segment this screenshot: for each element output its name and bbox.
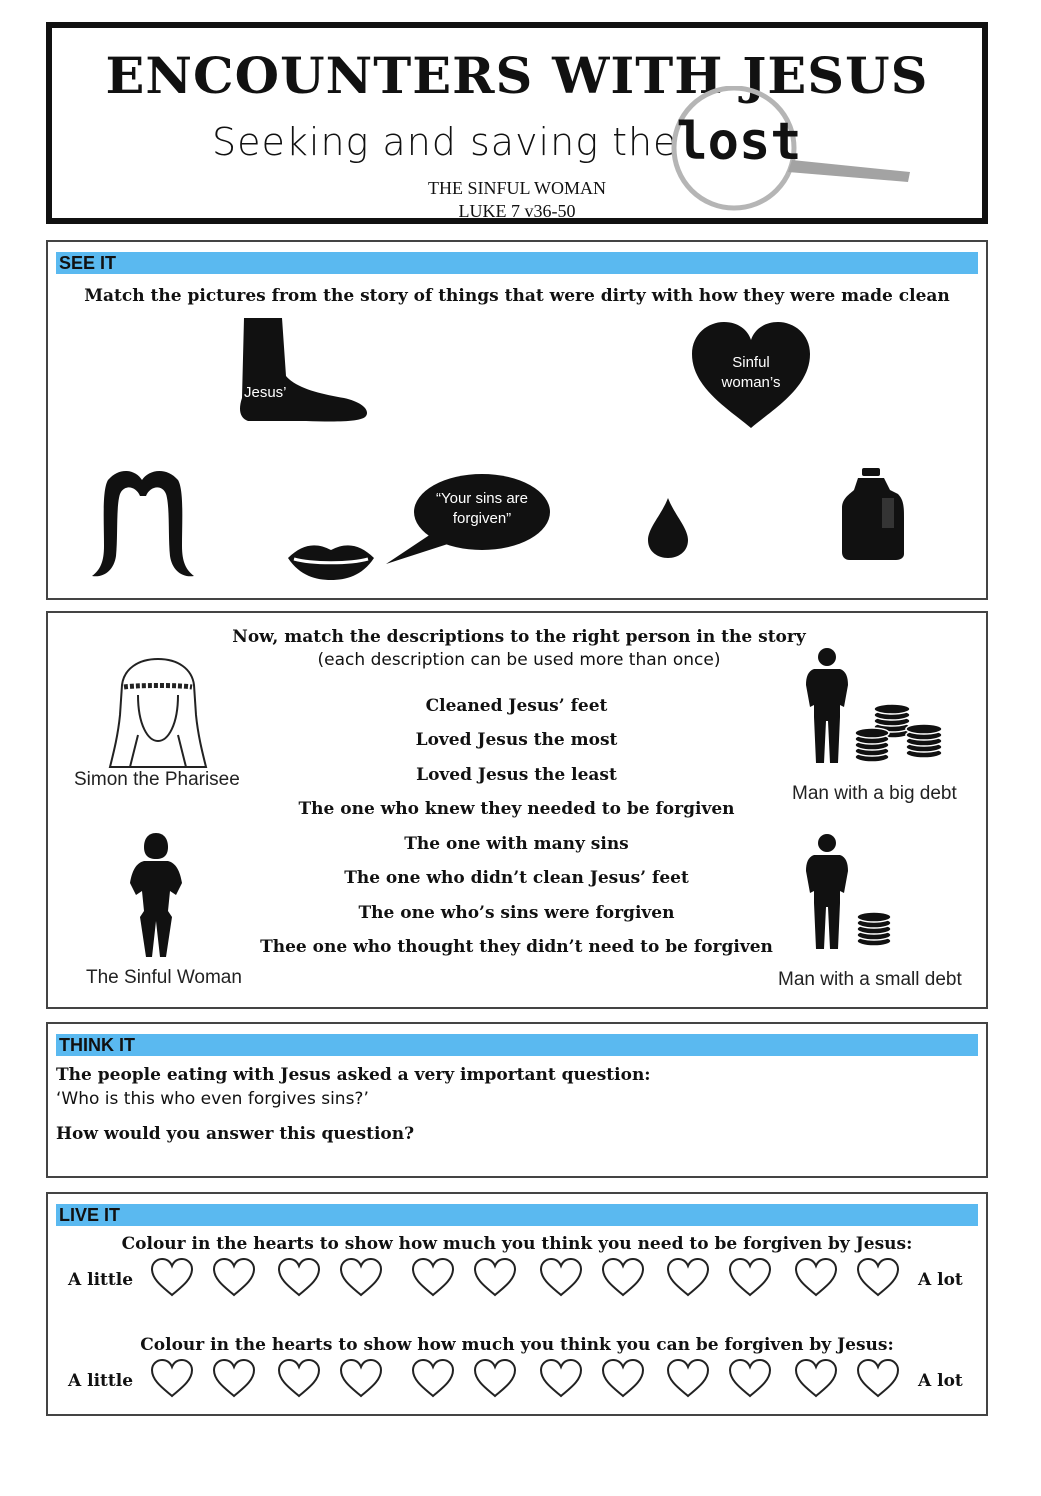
think-it-header: THINK IT — [56, 1034, 978, 1056]
rating-heart[interactable] — [473, 1358, 517, 1398]
live-it-prompt-2: Colour in the hearts to show how much you think you can be forgiven by Jesus: — [140, 1335, 894, 1355]
heart-scale-can — [150, 1358, 910, 1402]
rating-heart[interactable] — [150, 1257, 194, 1297]
scale-high-label-2: A lot — [918, 1371, 963, 1391]
rating-heart[interactable] — [212, 1358, 256, 1398]
description-item: The one who’s sins were forgiven — [358, 903, 675, 923]
heart-label-line-1: Sinful — [732, 354, 770, 371]
rating-heart[interactable] — [601, 1257, 645, 1297]
rating-heart[interactable] — [856, 1257, 900, 1297]
think-it-quote: ‘Who is this who even forgives sins?’ — [56, 1089, 369, 1109]
big-debt-label: Man with a big debt — [792, 783, 957, 804]
rating-heart[interactable] — [473, 1257, 517, 1297]
simon-label: Simon the Pharisee — [74, 769, 240, 787]
page-title: ENCOUNTERS WITH JESUS — [105, 46, 929, 105]
rating-heart[interactable] — [539, 1257, 583, 1297]
rating-heart[interactable] — [539, 1358, 583, 1398]
small-debt-label: Man with a small debt — [778, 969, 962, 990]
rating-heart[interactable] — [601, 1358, 645, 1398]
think-it-intro: The people eating with Jesus asked a very important question: — [56, 1065, 651, 1085]
description-item: Cleaned Jesus’ feet — [425, 696, 608, 716]
scale-low-label-1: A little — [68, 1270, 134, 1290]
scale-low-label-2: A little — [68, 1371, 134, 1391]
rating-heart[interactable] — [150, 1358, 194, 1398]
description-item: Loved Jesus the least — [416, 765, 617, 785]
description-item: Thee one who thought they didn’t need to be forgiven — [260, 937, 773, 957]
heart-label-line-2: woman’s — [721, 374, 781, 391]
think-it-question: How would you answer this question? — [56, 1124, 415, 1144]
rating-heart[interactable] — [666, 1358, 710, 1398]
lips-icon — [286, 540, 376, 582]
rating-heart[interactable] — [794, 1257, 838, 1297]
subtitle-prefix: Seeking and saving the — [212, 120, 678, 164]
rating-heart[interactable] — [411, 1358, 455, 1398]
live-it-prompt-1: Colour in the hearts to show how much you think you need to be forgiven by Jesus: — [121, 1234, 913, 1254]
rating-heart[interactable] — [277, 1257, 321, 1297]
think-it-section — [46, 1022, 988, 1178]
speech-text-line-2: forgiven” — [452, 510, 512, 527]
header-box — [46, 22, 988, 224]
live-it-header: LIVE IT — [56, 1204, 978, 1226]
description-item: The one who knew they needed to be forgiven — [298, 799, 735, 819]
rating-heart[interactable] — [339, 1257, 383, 1297]
rating-heart[interactable] — [666, 1257, 710, 1297]
see-it-section — [46, 240, 988, 600]
heart-scale-need — [150, 1257, 910, 1301]
see-it-instruction: Match the pictures from the story of things that were dirty with how they were made clean — [84, 286, 950, 306]
subtitle-highlight: lost — [676, 112, 802, 172]
rating-heart[interactable] — [212, 1257, 256, 1297]
story-reference: LUKE 7 v36-50 — [458, 201, 576, 221]
hair-icon — [90, 466, 196, 578]
speech-text-line-1: “Your sins are — [436, 490, 528, 507]
rating-heart[interactable] — [728, 1358, 772, 1398]
foot-icon — [236, 318, 376, 424]
description-item: Loved Jesus the most — [415, 730, 618, 750]
story-title: THE SINFUL WOMAN — [428, 178, 606, 198]
scale-high-label-1: A lot — [918, 1270, 963, 1290]
rating-heart[interactable] — [339, 1358, 383, 1398]
rating-heart[interactable] — [411, 1257, 455, 1297]
woman-label: The Sinful Woman — [86, 967, 242, 988]
rating-heart[interactable] — [728, 1257, 772, 1297]
description-item: The one with many sins — [404, 834, 629, 854]
jar-icon — [840, 468, 906, 560]
foot-label: Jesus’ — [244, 384, 287, 401]
description-item: The one who didn’t clean Jesus’ feet — [344, 868, 689, 888]
see-it-header: SEE IT — [56, 252, 978, 274]
rating-heart[interactable] — [794, 1358, 838, 1398]
match-note: (each description can be used more than once) — [317, 650, 721, 670]
match-instruction: Now, match the descriptions to the right person in the story — [232, 627, 806, 647]
tear-drop-icon — [646, 496, 690, 560]
rating-heart[interactable] — [856, 1358, 900, 1398]
rating-heart[interactable] — [277, 1358, 321, 1398]
